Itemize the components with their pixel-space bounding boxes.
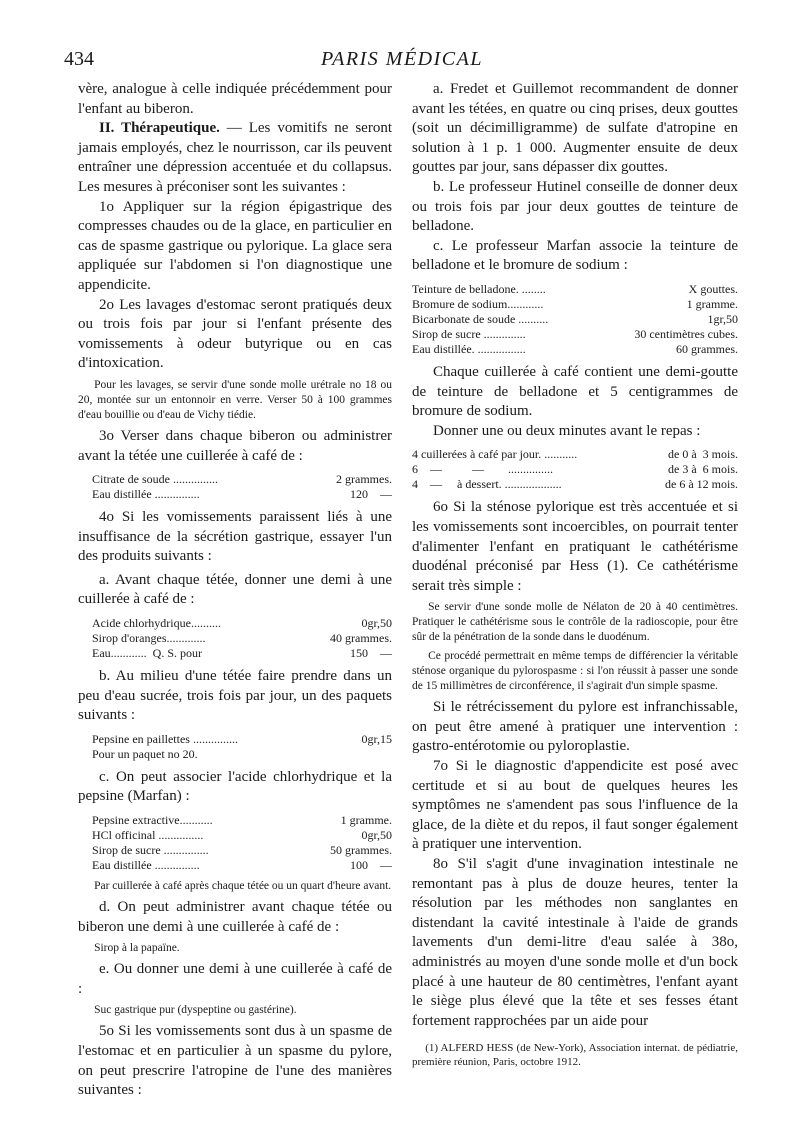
prescription-line: Sirop d'oranges............. 40 grammes.	[92, 631, 392, 646]
prescription-line: Pour un paquet no 20.	[92, 746, 198, 761]
prescription-line: Eau distillée. ................ 60 grammes.	[412, 341, 738, 356]
prescription-line: Pepsine extractive........... 1 gramme.	[92, 813, 392, 828]
footnote: (1) ALFERD HESS (de New-York), Association internat. de pédiatrie, première réunion, Paris, octobre 1912.	[412, 1042, 738, 1069]
paragraph-donner: Donner une ou deux minutes avant le repas :	[433, 422, 701, 439]
note-sonde: Se servir d'une sonde molle de Nélaton de 20 à 40 centimètres. Pratiquer le cathétérisme sous le contrôle de la radioscopie, pour être sûr de la pénétration de la sonde dans le duodénum.	[412, 601, 738, 644]
note-suc-gastrique: Suc gastrique pur (dyspeptine ou gastérine).	[94, 1004, 297, 1017]
paragraph-2o: 2o Les lavages d'estomac seront pratiqués deux ou trois fois par jour si l'enfant présente des vomissements à odeur butyrique ou en cas d'intoxication.	[78, 296, 392, 372]
paragraph-cuilleree: Chaque cuillerée à café contient une demi-goutte de teinture de belladone et 5 centigrammes de bromure de sodium.	[412, 363, 738, 420]
note-lavages: Pour les lavages, se servir d'une sonde molle urétrale no 18 ou 20, montée sur un entonnoir en verre. Verser 50 à 100 grammes d'eau bouillie ou d'eau de Vichy tiédie.	[78, 378, 392, 421]
right-column	[412, 80, 738, 1069]
paragraph-d: d. On peut administrer avant chaque tétée ou biberon une demi à une cuillerée à café de :	[78, 899, 392, 935]
therapeutique-paragraph: II. Thérapeutique. — Les vomitifs ne seront jamais employés, chez le nourrisson, car ils peuvent entraîner une dépression accentuée et du collapsus. Les mesures à préconiser sont les suivantes :	[78, 120, 392, 195]
prescription-line: Acide chlorhydrique.......... 0gr,50	[92, 616, 392, 631]
paragraph-7o: 7o Si le diagnostic d'appendicite est posé avec certitude et si au bout de quelques heures les symptômes ne s'amendent pas sous l'influence de la glace, de la diète et du repos, il faut songer également à pratiquer une intervention.	[412, 758, 738, 853]
running-title: PARIS MÉDICAL	[321, 48, 483, 70]
prescription-marfan	[92, 813, 392, 873]
prescription-line: Bicarbonate de soude .......... 1gr,50	[412, 311, 738, 326]
prescription-line: Sirop de sucre ............... 50 grammes.	[92, 843, 392, 858]
paragraph-4o: 4o Si les vomissements paraissent liés à une insuffisance de la sécrétion gastrique, essayer l'un des produits suivants :	[78, 509, 392, 565]
note-cuilleree: Par cuillerée à café après chaque tétée ou un quart d'heure avant.	[94, 880, 392, 893]
prescription-pepsine	[92, 732, 392, 762]
note-procede: Ce procédé permettrait en même temps de différencier la véritable sténose organique du pylorospasme : si l'on réussit à passer une sonde de 15 millimètres de circonférence, il s'agirait d'un simple spasme.	[412, 650, 738, 693]
paragraph-8o: 8o S'il s'agit d'une invagination intestinale ne remontant pas à plus de douze heures, tenter la résolution par les méthodes non sanglantes en distendant la cavité intestinale à l'aide de grands lavements d'un demi-litre d'eau salée à 38o, administrés au moyen d'une sonde molle et d'un bock placé à une hauteur de 80 centimètres, l'enfant ayant le siège plus élevé que la tête et ses fesses étant fortement rapprochées par un aide pour	[412, 856, 738, 1029]
paragraph-c: c. On peut associer l'acide chlorhydrique et la pepsine (Marfan) :	[78, 768, 392, 805]
paragraph-6o: 6o Si la sténose pylorique est très accentuée et si les vomissements sont incoercibles, on pourrait tenter d'alimenter l'enfant en pratiquant le cathétérisme duodénal préconisé par Hess (1). Ce cathétérisme serait très simple :	[412, 499, 738, 594]
prescription-line: Sirop de sucre .............. 30 centimètres cubes.	[412, 326, 738, 341]
paragraph-e: e. Ou donner une demi à une cuillerée à café de :	[78, 961, 392, 997]
prescription-line: Citrate de soude ............... 2 grammes.	[92, 472, 392, 487]
prescription-line: Eau distillée ............... 120 —	[92, 487, 392, 502]
prescription-belladone	[412, 282, 738, 357]
paragraph-c: c. Le professeur Marfan associe la teinture de belladone et le bromure de sodium :	[412, 237, 738, 274]
prescription-line: Eau distillée ............... 100 —	[92, 858, 392, 873]
paragraph-3o: 3o Verser dans chaque biberon ou administrer avant la tétée une cuillerée à café de :	[78, 427, 392, 464]
paragraph-a: a. Avant chaque tétée, donner une demi à une cuillerée à café de :	[78, 571, 392, 608]
paragraph-a: a. Fredet et Guillemot recommandent de donner avant les tétées, en quatre ou cinq prises, deux gouttes (soit un décimilligramme) de sulfate d'atropine en solution à 1 p. 1 000. Augmenter ensuite de deux gouttes par jour, sans dépasser dix gouttes.	[412, 81, 738, 176]
paragraph-b: b. Au milieu d'une tétée faire prendre dans un peu d'eau sucrée, trois fois par jour, un des paquets suivants :	[78, 668, 392, 724]
prescription-line: Pepsine en paillettes ............... 0gr,15	[92, 731, 392, 746]
prescription-acide	[92, 616, 392, 661]
left-column	[78, 80, 392, 1101]
paragraph-5o: 5o Si les vomissements sont dus à un spasme de l'estomac et en particulier à un spasme du pylore, on peut prescrire l'atropine de l'une des manières suivantes :	[78, 1023, 392, 1099]
prescription-line: HCl officinal ............... 0gr,50	[92, 828, 392, 843]
prescription-line: Teinture de belladone. ........ X gouttes.	[412, 281, 738, 296]
note-papaine: Sirop à la papaïne.	[94, 942, 180, 955]
dosage-table	[412, 447, 738, 492]
dosage-line: 4 — à dessert. ................... de 6 à 12 mois.	[412, 477, 738, 492]
dosage-line: 6 — — ............... de 3 à 6 mois.	[412, 462, 738, 477]
prescription-citrate	[92, 472, 392, 502]
page-header	[64, 48, 740, 76]
page-number: 434	[64, 48, 94, 70]
paragraph-retrecissement: Si le rétrécissement du pylore est infranchissable, on peut être amené à pratiquer une intervention : gastro-entérotomie ou pyloroplastie.	[412, 699, 738, 755]
prescription-line: Eau............ Q. S. pour 150 —	[92, 646, 392, 661]
section-title: II. Thérapeutique.	[99, 120, 220, 137]
prescription-line: Bromure de sodium............ 1 gramme.	[412, 296, 738, 311]
paragraph-1o: 1o Appliquer sur la région épigastrique des compresses chaudes ou de la glace, en particulier en cas de spasme gastrique ou pylorique. La glace sera appliquée sur l'abdomen si l'on diagnostique une appendicite.	[78, 198, 392, 293]
paragraph: vère, analogue à celle indiquée précédemment pour l'enfant au biberon.	[78, 81, 392, 117]
dosage-line: 4 cuillerées à café par jour. ........... de 0 à 3 mois.	[412, 447, 738, 462]
paragraph-b: b. Le professeur Hutinel conseille de donner deux ou trois fois par jour deux gouttes de teinture de belladone.	[412, 178, 738, 235]
